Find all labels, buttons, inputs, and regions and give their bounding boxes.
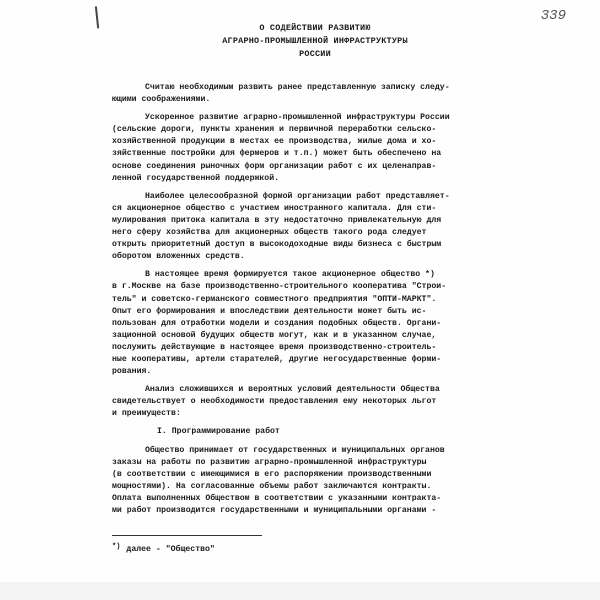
- text-line: ные кооперативы, артели старателей, другие негосударственные форми-: [112, 354, 442, 364]
- text-line: Считаю необходимым развить ранее представленную записку следу-: [145, 83, 450, 92]
- text-line: мощностями). На согласованные объемы работ заключаются контракты.: [112, 481, 432, 491]
- title-line-2: АГРАРНО-ПРОМЫШЛЕННОЙ ИНФРАСТРУКТУРЫ: [222, 36, 408, 46]
- text-line: Опыт его формирования и впоследствии деятельности может быть ис-: [112, 306, 427, 316]
- text-line: Общество принимает от государственных и муниципальных органов: [145, 445, 445, 455]
- text-line: оборотом вложенных средств.: [112, 252, 245, 262]
- text-line: свидетельствует о необходимости предоставления ему некоторых льгот: [112, 397, 437, 407]
- text-line: тель" и советско-германского совместного предприятия "ОПТИ-МАРКТ".: [112, 294, 437, 304]
- text-line: (в соответствии с имеющимися в его распоряжении производственными: [112, 469, 432, 479]
- text-line: ленной государственной поддержкой.: [112, 173, 280, 183]
- document-title: [150, 22, 480, 61]
- text-line: ми работ производится государственными и муниципальными органами -: [112, 506, 437, 515]
- text-line: и преимуществ:: [112, 409, 181, 419]
- page-number: 339: [540, 8, 566, 24]
- footnote-divider: [112, 535, 262, 536]
- text-line: В настоящее время формируется такое акционерное общество *): [145, 270, 435, 280]
- text-line: зяйственные постройки для фермеров и т.п.) может быть обеспечено на: [112, 149, 442, 159]
- text-line: мулирования притока капитала в эту недостаточно привлекательную для: [112, 215, 442, 225]
- scan-bottom-edge: [0, 582, 600, 600]
- text-line: в г.Москве на базе производственно-строительного кооператива "Строи-: [112, 282, 447, 292]
- title-line-1: О СОДЕЙСТВИИ РАЗВИТИЮ: [259, 23, 371, 33]
- text-line: зационной основой будущих обществ могут, как и в указанном случае,: [112, 330, 437, 340]
- text-line: Анализ сложившихся и вероятных условий деятельности Общества: [145, 385, 440, 395]
- text-line: открыть приоритетный доступ в высокодоходные виды бизнеса с быстрым: [112, 240, 442, 250]
- footnote: [112, 543, 215, 554]
- text-line: хозяйственной продукции в местах ее производства, жилые дома и хо-: [112, 137, 437, 147]
- document-body: [112, 82, 507, 517]
- text-line: рования.: [112, 367, 152, 377]
- section-heading: I. Программирование работ: [157, 427, 280, 437]
- text-line: пользован для отработки модели и создания подобных обществ. Органи-: [112, 318, 442, 328]
- text-line: Наиболее целесообразной формой организации работ представляет-: [145, 191, 450, 201]
- text-line: основе соединения рыночных форм организации работ с их целенаправ-: [112, 161, 437, 171]
- text-line: ся акционерное общество с участием иностранного капитала. Для сти-: [112, 203, 437, 213]
- text-line: заказы на работы по развитию аграрно-промышленной инфраструктуры: [112, 457, 427, 467]
- pen-mark: [95, 6, 106, 29]
- footnote-marker: *): [112, 543, 121, 551]
- text-line: Ускоренное развитие аграрно-промышленной инфраструктуры России: [145, 113, 450, 123]
- text-line: послужить действующие в настоящее время производственно-строитель-: [112, 342, 437, 352]
- text-line: него сферу хозяйства для акционерных обществ такого рода следует: [112, 228, 427, 238]
- text-line: Оплата выполненных Обществом в соответствии с указанными контракта-: [112, 493, 442, 503]
- text-line: (сельские дороги, пункты хранения и первичной переработки сельско-: [112, 125, 437, 135]
- footnote-text: далее - "Общество": [126, 545, 215, 554]
- text-line: ющими соображениями.: [112, 95, 211, 105]
- title-line-3: РОССИИ: [299, 49, 331, 59]
